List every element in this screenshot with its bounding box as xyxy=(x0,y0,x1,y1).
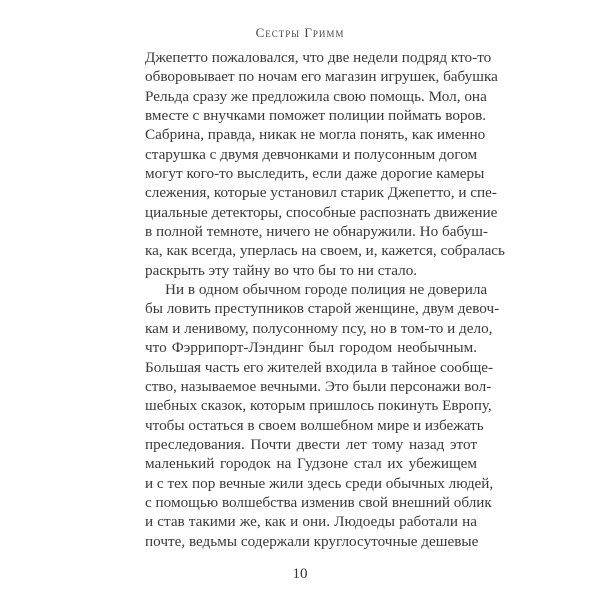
text-line: что Фэррипорт-Лэндинг был городом необычным. xyxy=(145,339,477,357)
text-line: чтобы остаться в своем волшебном мире и избежать xyxy=(145,416,484,434)
text-line: маленький городок на Гудзоне стал их убежищем xyxy=(145,455,477,473)
text-line: и с тех пор вечные жили здесь среди обычных людей, xyxy=(145,474,494,492)
text-line: в полной темноте, ничего не обнаружили. Но бабуш- xyxy=(145,223,488,241)
text-line: и став такими же, как и они. Людоеды работали на xyxy=(145,513,477,531)
text-line: с помощью волшебства изменив свой внешний облик xyxy=(145,493,492,511)
text-line: вместе с внучками поможет полиции поймать воров. xyxy=(145,107,487,125)
text-line: обворовывает по ночам его магазин игрушек, бабушка xyxy=(145,68,498,86)
text-line: бы ловить преступников старой женщине, двум девоч- xyxy=(145,300,500,318)
text-line: раскрыть эту тайну во что бы то ни стало. xyxy=(145,261,418,279)
text-line: Джепетто пожаловался, что две недели подряд кто-то xyxy=(145,49,492,66)
paragraph xyxy=(145,280,500,551)
text-line: шебных сказок, которым пришлось покинуть Европу, xyxy=(145,397,492,415)
text-line: Ни в одном обычном городе полиция не доверила xyxy=(165,281,488,299)
text-line: старушка с двумя девчонками и полусонным догом xyxy=(145,145,478,163)
text-line: могут кого-то выследить, если даже дорогие камеры xyxy=(145,165,485,183)
text-line: кам и ленивому, полусонному псу, но в том-то и дело, xyxy=(145,319,493,337)
text-line: ство, называемое вечными. Это были персонажи вол- xyxy=(145,377,492,395)
text-line: слежения, которые установил старик Джепетто, и спе- xyxy=(145,184,497,202)
running-header: Сестры Гримм xyxy=(255,25,345,40)
text-line: Сабрина, правда, никак не могла понять, как именно xyxy=(145,126,486,144)
text-line: преследования. Почти двести лет тому назад этот xyxy=(145,435,477,453)
paragraph xyxy=(145,48,505,280)
text-line: почте, ведьмы содержали круглосуточные дешевые xyxy=(145,532,479,550)
text-line: Рельда сразу же предложила свою помощь. Мол, она xyxy=(145,87,487,105)
text-line: циальные детекторы, способные распознать движение xyxy=(145,203,498,221)
text-line: ка, как всегда, уперлась на своем, и, кажется, собралась xyxy=(145,242,505,260)
page-number: 10 xyxy=(292,566,308,582)
page-body xyxy=(145,48,505,551)
text-line: Большая часть его жителей входила в тайное сообще- xyxy=(145,358,494,376)
